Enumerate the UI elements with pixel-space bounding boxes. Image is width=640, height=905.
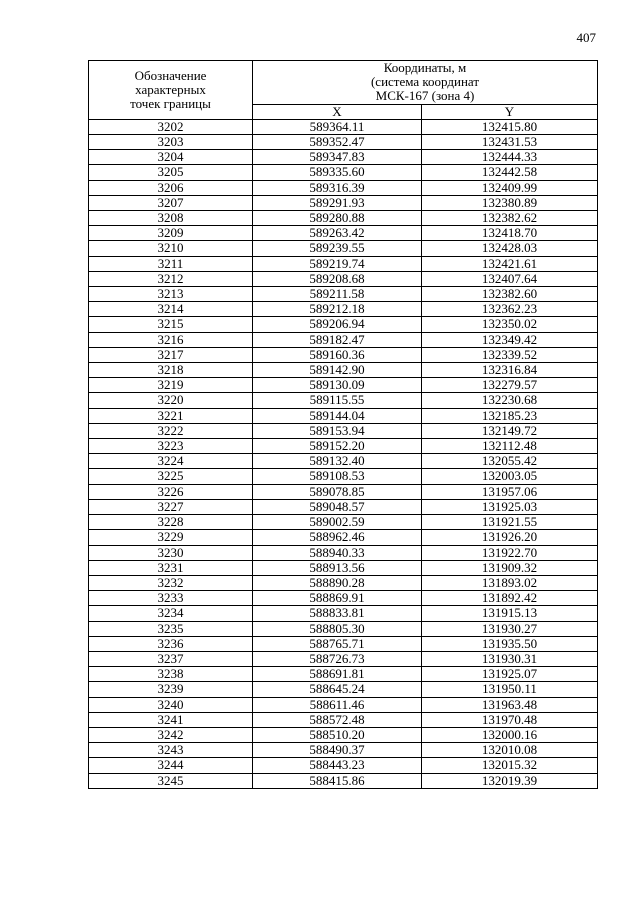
point-id-cell: 3219 [89,378,253,393]
y-coordinate-cell: 132230.68 [422,393,598,408]
y-coordinate-cell: 131915.13 [422,606,598,621]
x-coordinate-cell: 589347.83 [253,150,422,165]
table-row [89,697,598,712]
point-id-cell: 3225 [89,469,253,484]
point-id-cell: 3234 [89,606,253,621]
x-coordinate-cell: 588726.73 [253,651,422,666]
y-coordinate-cell: 132444.33 [422,150,598,165]
table-row [89,545,598,560]
y-coordinate-cell: 132362.23 [422,302,598,317]
y-coordinate-cell: 132149.72 [422,423,598,438]
point-header-line: Обозначение [134,67,207,83]
x-coordinate-cell: 588415.86 [253,773,422,788]
table-row [89,256,598,271]
x-coordinate-cell: 588940.33 [253,545,422,560]
y-column-header: Y [422,104,598,119]
y-coordinate-cell: 132407.64 [422,271,598,286]
table-row [89,469,598,484]
y-coordinate-cell: 131892.42 [422,591,598,606]
point-id-cell: 3223 [89,439,253,454]
point-id-cell: 3213 [89,287,253,302]
table-row [89,287,598,302]
table-row [89,727,598,742]
x-coordinate-cell: 588443.23 [253,758,422,773]
x-coordinate-cell: 588869.91 [253,591,422,606]
table-row [89,317,598,332]
x-coordinate-cell: 589130.09 [253,378,422,393]
x-column-header: X [253,104,422,119]
point-id-cell: 3237 [89,651,253,666]
point-id-cell: 3235 [89,621,253,636]
point-id-cell: 3215 [89,317,253,332]
x-coordinate-cell: 589132.40 [253,454,422,469]
x-coordinate-cell: 589335.60 [253,165,422,180]
x-coordinate-cell: 589219.74 [253,256,422,271]
table-body [89,119,598,788]
table-row [89,408,598,423]
point-id-cell: 3241 [89,712,253,727]
table-row [89,575,598,590]
x-coordinate-cell: 589352.47 [253,135,422,150]
point-id-cell: 3243 [89,743,253,758]
x-coordinate-cell: 589048.57 [253,499,422,514]
y-coordinate-cell: 132382.60 [422,287,598,302]
point-id-cell: 3240 [89,697,253,712]
table-row [89,667,598,682]
y-coordinate-cell: 131957.06 [422,484,598,499]
y-coordinate-cell: 132421.61 [422,256,598,271]
y-coordinate-cell: 131963.48 [422,697,598,712]
x-coordinate-cell: 588913.56 [253,560,422,575]
x-coordinate-cell: 589212.18 [253,302,422,317]
coords-header-line: МСК-167 (зона 4) [375,88,475,104]
x-coordinate-cell: 589153.94 [253,423,422,438]
y-coordinate-cell: 132316.84 [422,363,598,378]
x-coordinate-cell: 588691.81 [253,667,422,682]
y-coordinate-cell: 132055.42 [422,454,598,469]
x-coordinate-cell: 588962.46 [253,530,422,545]
table-row [89,150,598,165]
y-coordinate-cell: 132015.32 [422,758,598,773]
table-row [89,439,598,454]
point-id-cell: 3244 [89,758,253,773]
point-id-cell: 3226 [89,484,253,499]
point-id-cell: 3204 [89,150,253,165]
x-coordinate-cell: 588765.71 [253,636,422,651]
x-coordinate-cell: 589160.36 [253,347,422,362]
point-id-cell: 3230 [89,545,253,560]
point-id-cell: 3239 [89,682,253,697]
coordinates-header [253,61,598,105]
table-row [89,119,598,134]
x-coordinate-cell: 589280.88 [253,211,422,226]
y-coordinate-cell: 132003.05 [422,469,598,484]
point-id-cell: 3207 [89,195,253,210]
y-coordinate-cell: 131921.55 [422,515,598,530]
point-id-cell: 3210 [89,241,253,256]
point-id-cell: 3214 [89,302,253,317]
point-id-cell: 3236 [89,636,253,651]
point-id-cell: 3211 [89,256,253,271]
point-id-cell: 3245 [89,773,253,788]
table-row [89,560,598,575]
coordinates-table [88,60,598,789]
x-coordinate-cell: 589239.55 [253,241,422,256]
table-row [89,165,598,180]
point-id-cell: 3212 [89,271,253,286]
x-coordinate-cell: 588890.28 [253,575,422,590]
x-coordinate-cell: 588833.81 [253,606,422,621]
table-header [89,61,598,120]
table-row [89,682,598,697]
table-row [89,180,598,195]
point-header-line: характерных [135,81,206,97]
point-id-cell: 3229 [89,530,253,545]
x-coordinate-cell: 589152.20 [253,439,422,454]
table-row [89,211,598,226]
point-id-cell: 3209 [89,226,253,241]
point-id-cell: 3224 [89,454,253,469]
point-column-header [89,61,253,120]
y-coordinate-cell: 132382.62 [422,211,598,226]
y-coordinate-cell: 132418.70 [422,226,598,241]
y-coordinate-cell: 132350.02 [422,317,598,332]
y-coordinate-cell: 131909.32 [422,560,598,575]
point-id-cell: 3231 [89,560,253,575]
x-coordinate-cell: 588572.48 [253,712,422,727]
table-row [89,484,598,499]
x-coordinate-cell: 589211.58 [253,287,422,302]
table-row [89,135,598,150]
y-coordinate-cell: 131893.02 [422,575,598,590]
table-row [89,454,598,469]
x-coordinate-cell: 589291.93 [253,195,422,210]
x-coordinate-cell: 589263.42 [253,226,422,241]
table-row [89,226,598,241]
table-row [89,743,598,758]
table-row [89,302,598,317]
table-row [89,393,598,408]
y-coordinate-cell: 132409.99 [422,180,598,195]
point-id-cell: 3222 [89,423,253,438]
point-header-line: точек границы [130,96,211,111]
table-row [89,636,598,651]
point-id-cell: 3203 [89,135,253,150]
y-coordinate-cell: 131930.27 [422,621,598,636]
y-coordinate-cell: 132279.57 [422,378,598,393]
table-row [89,606,598,621]
y-coordinate-cell: 132428.03 [422,241,598,256]
page-number: 407 [576,30,596,45]
point-id-cell: 3218 [89,363,253,378]
x-coordinate-cell: 589078.85 [253,484,422,499]
coords-header-line: (система координат [370,74,480,90]
coords-header-line: Координаты, м [383,60,467,75]
x-coordinate-cell: 588805.30 [253,621,422,636]
table-row [89,423,598,438]
table-row [89,651,598,666]
table-row [89,195,598,210]
table-row [89,773,598,788]
point-id-cell: 3220 [89,393,253,408]
point-id-cell: 3217 [89,347,253,362]
point-id-cell: 3232 [89,575,253,590]
x-coordinate-cell: 588645.24 [253,682,422,697]
y-coordinate-cell: 132349.42 [422,332,598,347]
x-coordinate-cell: 589206.94 [253,317,422,332]
y-coordinate-cell: 131925.07 [422,667,598,682]
y-coordinate-cell: 131970.48 [422,712,598,727]
table-row [89,347,598,362]
x-coordinate-cell: 589002.59 [253,515,422,530]
table-row [89,332,598,347]
y-coordinate-cell: 132010.08 [422,743,598,758]
y-coordinate-cell: 131935.50 [422,636,598,651]
table-row [89,530,598,545]
y-coordinate-cell: 132442.58 [422,165,598,180]
point-id-cell: 3202 [89,119,253,134]
table-row [89,499,598,514]
x-coordinate-cell: 589108.53 [253,469,422,484]
y-coordinate-cell: 132019.39 [422,773,598,788]
y-coordinate-cell: 132431.53 [422,135,598,150]
point-id-cell: 3221 [89,408,253,423]
x-coordinate-cell: 589115.55 [253,393,422,408]
y-coordinate-cell: 131930.31 [422,651,598,666]
point-id-cell: 3216 [89,332,253,347]
table-row [89,621,598,636]
y-coordinate-cell: 132000.16 [422,727,598,742]
x-coordinate-cell: 589182.47 [253,332,422,347]
y-coordinate-cell: 131926.20 [422,530,598,545]
point-id-cell: 3208 [89,211,253,226]
table-row [89,591,598,606]
point-id-cell: 3227 [89,499,253,514]
y-coordinate-cell: 132415.80 [422,119,598,134]
y-coordinate-cell: 132339.52 [422,347,598,362]
x-coordinate-cell: 588490.37 [253,743,422,758]
table-row [89,241,598,256]
y-coordinate-cell: 131922.70 [422,545,598,560]
table-row [89,378,598,393]
x-coordinate-cell: 589316.39 [253,180,422,195]
table-row [89,363,598,378]
table-row [89,271,598,286]
x-coordinate-cell: 589364.11 [253,119,422,134]
x-coordinate-cell: 589208.68 [253,271,422,286]
point-id-cell: 3233 [89,591,253,606]
point-id-cell: 3238 [89,667,253,682]
table-row [89,515,598,530]
table-row [89,712,598,727]
point-id-cell: 3206 [89,180,253,195]
point-id-cell: 3205 [89,165,253,180]
x-coordinate-cell: 588611.46 [253,697,422,712]
x-coordinate-cell: 589142.90 [253,363,422,378]
point-id-cell: 3242 [89,727,253,742]
table-row [89,758,598,773]
y-coordinate-cell: 131950.11 [422,682,598,697]
y-coordinate-cell: 132112.48 [422,439,598,454]
y-coordinate-cell: 132185.23 [422,408,598,423]
y-coordinate-cell: 131925.03 [422,499,598,514]
x-coordinate-cell: 588510.20 [253,727,422,742]
y-coordinate-cell: 132380.89 [422,195,598,210]
x-coordinate-cell: 589144.04 [253,408,422,423]
point-id-cell: 3228 [89,515,253,530]
